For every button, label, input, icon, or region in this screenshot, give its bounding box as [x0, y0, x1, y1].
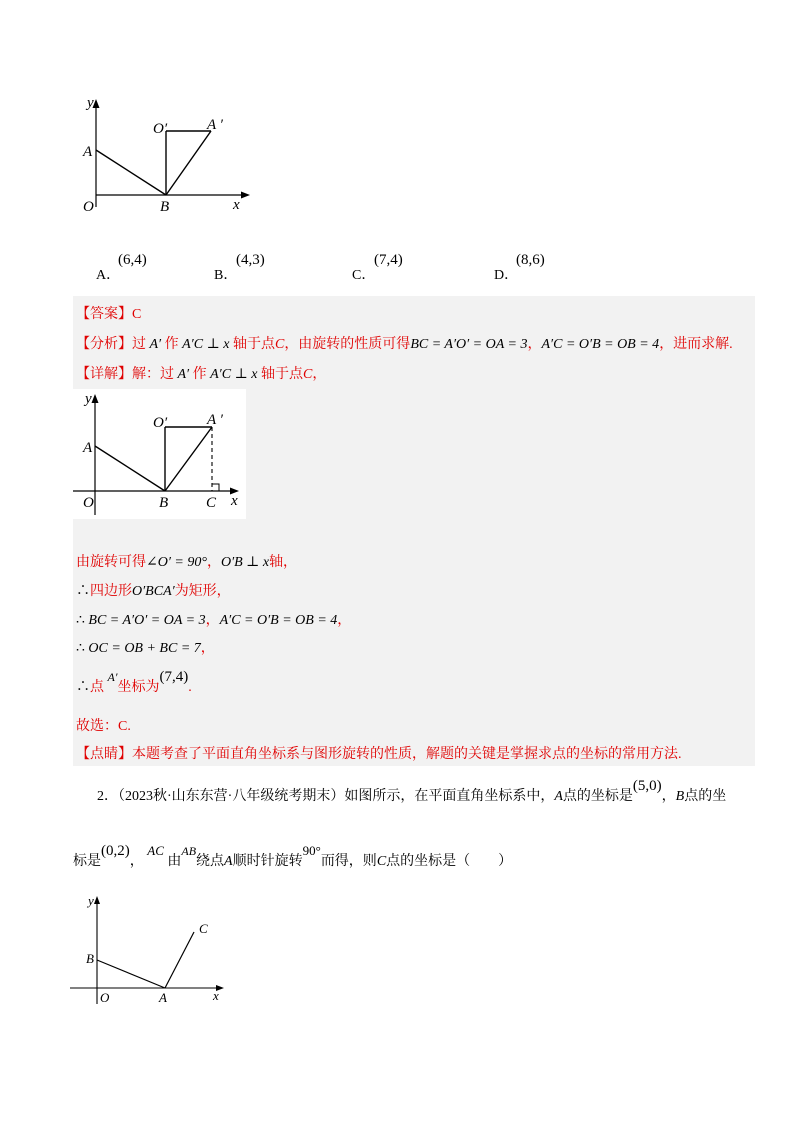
detail-line: 【详解】解：过 A′ 作 A′C ⊥ x 轴于点C，	[76, 367, 327, 382]
step-3: ∴ BC = A′O′ = OA = 3，A′C = O′B = OB = 4，	[76, 613, 352, 628]
answer-options: A． (6,4) B． (4,3) C． (7,4) D． (8,6)	[96, 252, 545, 283]
label-C: C	[199, 921, 208, 936]
label-x: x	[231, 493, 238, 509]
label-O: O	[83, 495, 94, 511]
label-B: B	[86, 951, 94, 966]
label-y: y	[85, 391, 92, 407]
label-A: A	[83, 144, 93, 160]
answer-line: 【答案】C	[76, 307, 142, 322]
figure-1	[80, 95, 260, 215]
label-O: O	[83, 199, 94, 215]
label-B: B	[159, 495, 169, 511]
label-A: A	[159, 990, 167, 1005]
step-5: ∴点 A′坐标为(7,4).	[76, 669, 192, 695]
label-A: A	[83, 440, 93, 456]
step-2: ∴四边形O′BCA′为矩形，	[76, 584, 231, 599]
label-C: C	[206, 495, 217, 511]
question-2-line-2: 标是(0,2)， AC 由AB绕点A顺时针旋转90°而得，则C点的坐标是（ ）	[73, 843, 513, 869]
label-A-prime: A ′	[207, 412, 223, 428]
label-B: B	[160, 199, 170, 215]
label-x: x	[233, 197, 240, 213]
label-O-prime: O′	[153, 121, 168, 137]
question-2-line-1: 2．（2023秋·山东东营·八年级统考期末）如图所示，在平面直角坐标系中，A点的坐标是(5,0)，B点的坐	[97, 778, 727, 804]
label-x: x	[213, 988, 219, 1003]
label-O-prime: O′	[153, 415, 168, 431]
label-y: y	[87, 95, 94, 111]
label-A-prime: A ′	[207, 117, 223, 133]
figure-2	[73, 389, 246, 519]
step-6: 故选：C.	[76, 719, 131, 734]
label-y: y	[88, 893, 94, 908]
step-4: ∴ OC = OB + BC = 7，	[76, 641, 215, 656]
comment-line: 【点睛】本题考查了平面直角坐标系与图形旋转的性质，解题的关键是掌握求点的坐标的常用方法.	[76, 747, 682, 762]
analysis-line: 【分析】过 A′ 作 A′C ⊥ x 轴于点C，由旋转的性质可得BC = A′O′ = OA = 3，A′C = O′B = OB = 4，进而求解.	[76, 337, 733, 352]
step-1: 由旋转可得∠O′ = 90°，O′B ⊥ x轴，	[76, 555, 298, 570]
figure-3	[70, 888, 230, 1008]
label-O: O	[100, 990, 110, 1005]
